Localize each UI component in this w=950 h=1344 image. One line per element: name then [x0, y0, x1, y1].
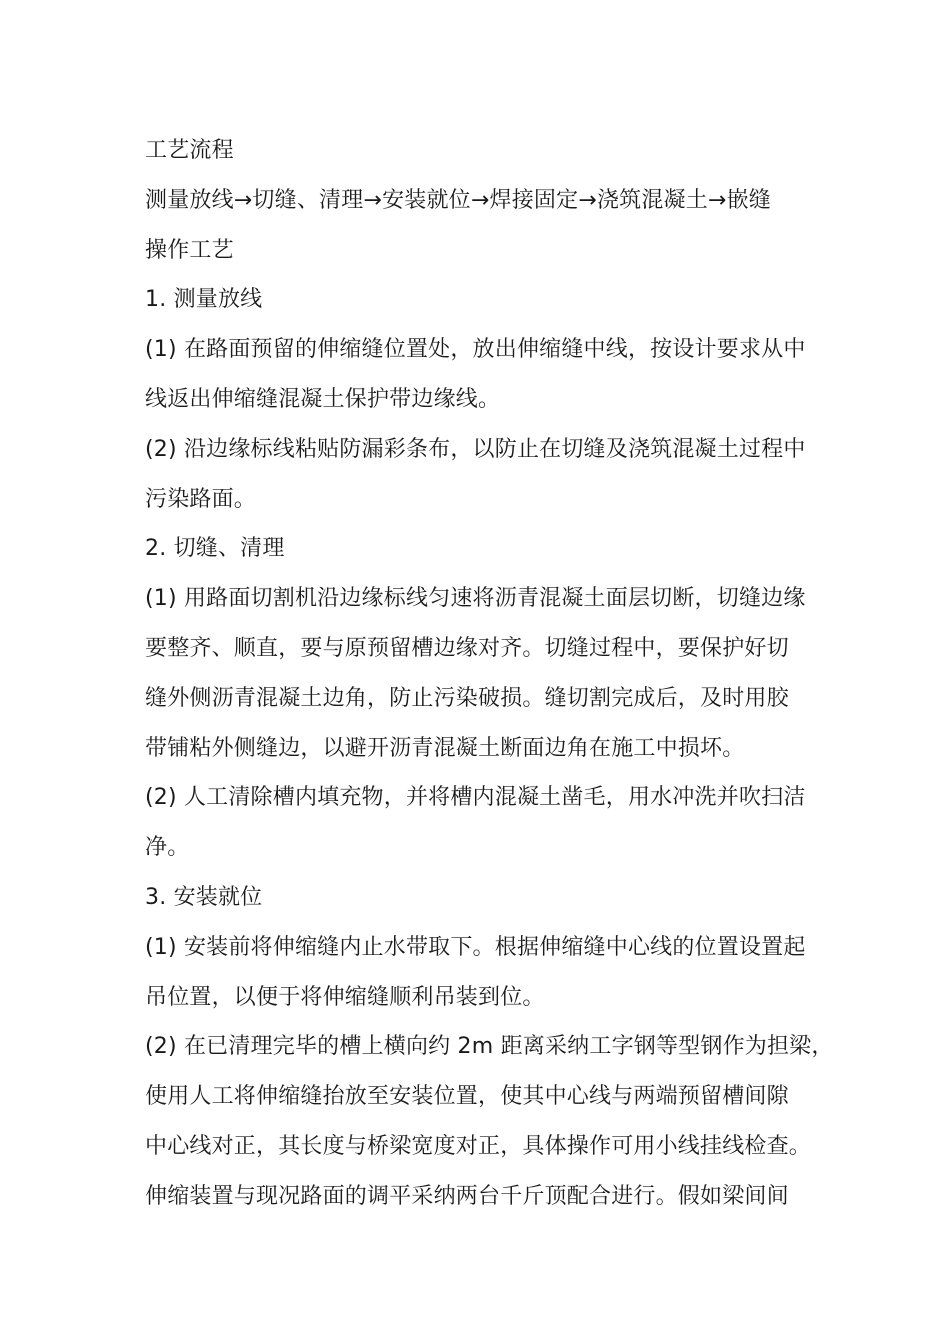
paragraph-line: 污染路面。 — [145, 486, 257, 512]
subsection-heading-cutting: 2. 切缝、清理 — [145, 536, 285, 562]
subsection-heading-installation: 3. 安装就位 — [145, 884, 263, 910]
document-body — [145, 126, 834, 1222]
paragraph-line: 使用人工将伸缩缝抬放至安装位置，使其中心线与两端预留槽间隙 — [145, 1084, 789, 1110]
paragraph-line: (2) 在已清理完毕的槽上横向约 2m 距离采纳工字钢等型钢作为担梁， — [145, 1034, 834, 1060]
paragraph-line: (1) 安装前将伸缩缝内止水带取下。根据伸缩缝中心线的位置设置起 — [145, 934, 806, 960]
paragraph-line: (1) 用路面切割机沿边缘标线匀速将沥青混凝土面层切断，切缝边缘 — [145, 586, 806, 612]
paragraph-line: (1) 在路面预留的伸缩缝位置处，放出伸缩缝中线，按设计要求从中 — [145, 337, 806, 363]
paragraph-line: 缝外侧沥青混凝土边角，防止污染破损。缝切割完成后，及时用胶 — [145, 685, 789, 711]
paragraph-line: 线返出伸缩缝混凝土保护带边缘线。 — [145, 386, 501, 412]
subsection-heading-survey: 1. 测量放线 — [145, 287, 263, 313]
paragraph-line: 伸缩装置与现况路面的调平采纳两台千斤顶配合进行。假如梁间间 — [145, 1183, 789, 1209]
process-flow-text: 测量放线→切缝、清理→安装就位→焊接固定→浇筑混凝土→嵌缝 — [145, 187, 771, 213]
section-heading-operation-process: 操作工艺 — [145, 237, 234, 263]
paragraph-line: 要整齐、顺直，要与原预留槽边缘对齐。切缝过程中，要保护好切 — [145, 635, 789, 661]
section-heading-process-flow: 工艺流程 — [145, 138, 234, 163]
paragraph-line: (2) 人工清除槽内填充物，并将槽内混凝土凿毛，用水冲洗并吹扫洁 — [145, 785, 806, 811]
paragraph-line: 净。 — [145, 835, 190, 861]
paragraph-line: 吊位置，以便于将伸缩缝顺利吊装到位。 — [145, 984, 545, 1010]
paragraph-line: (2) 沿边缘标线粘贴防漏彩条布，以防止在切缝及浇筑混凝土过程中 — [145, 436, 806, 462]
paragraph-line: 中心线对正，其长度与桥梁宽度对正，具体操作可用小线挂线检查。 — [145, 1133, 812, 1159]
paragraph-line: 带铺粘外侧缝边，以避开沥青混凝土断面边角在施工中损坏。 — [145, 735, 745, 761]
